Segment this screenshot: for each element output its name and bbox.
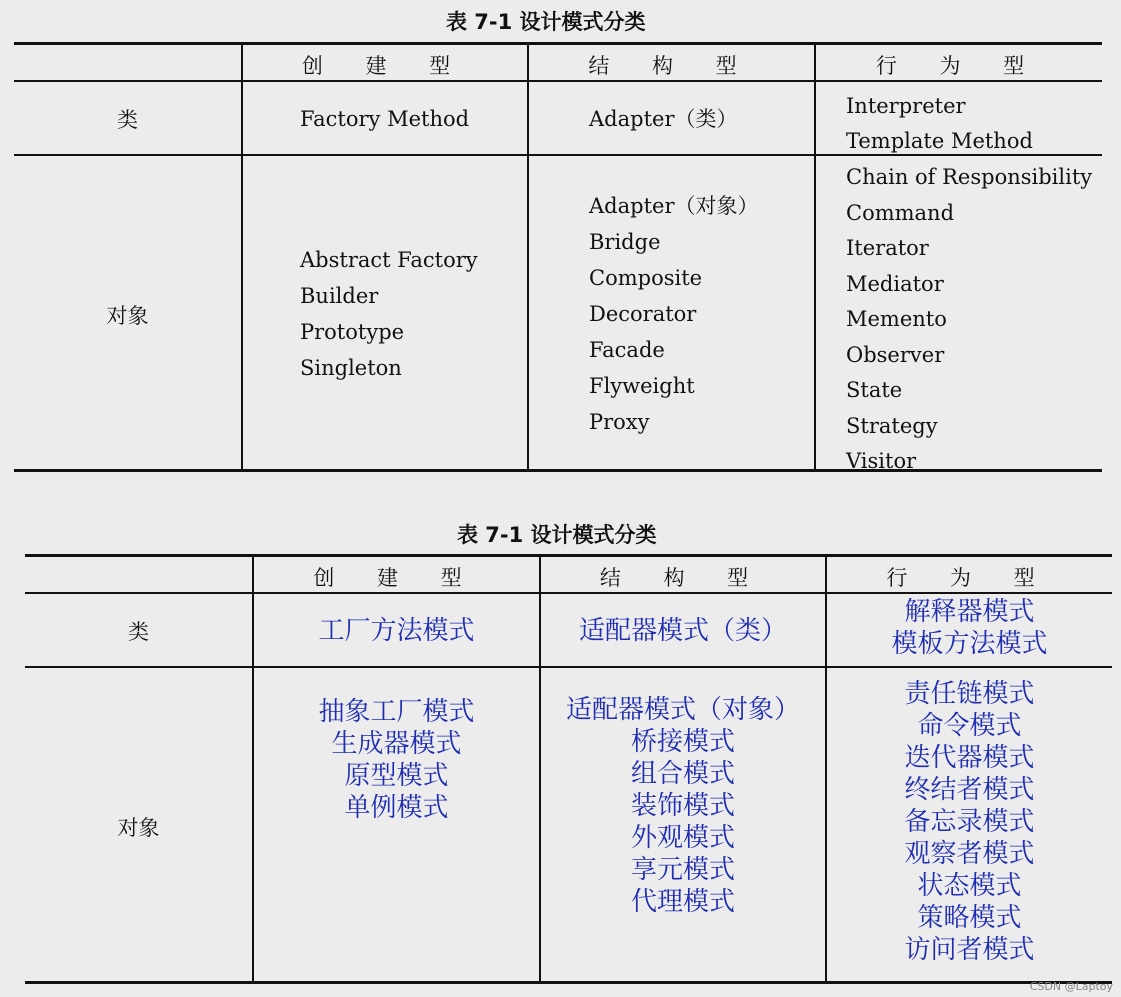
cell-object-creational: [300, 242, 478, 386]
pattern-name: Observer: [846, 342, 945, 367]
cell-class-structural: [541, 615, 825, 647]
watermark: CSDN @Laptoy: [1029, 980, 1113, 993]
row-label-object: 对象: [117, 816, 160, 840]
pattern-name: Prototype: [300, 320, 405, 344]
pattern-name: Singleton: [300, 356, 402, 380]
row-label-class: 类: [128, 620, 149, 644]
pattern-name: 抽象工厂模式: [318, 697, 475, 727]
pattern-name: 解释器模式: [904, 597, 1035, 627]
pattern-name: 观察者模式: [904, 839, 1035, 869]
pattern-name: 访问者模式: [904, 935, 1035, 965]
cell-object-creational: [254, 696, 539, 824]
pattern-name: 命令模式: [917, 711, 1022, 741]
cell-object-structural: [541, 694, 825, 918]
pattern-name: 单例模式: [344, 793, 449, 823]
column-divider: [814, 44, 816, 471]
pattern-name: Strategy: [846, 413, 938, 438]
table-caption: 表 7-1 设计模式分类: [457, 523, 657, 547]
pattern-name: Facade: [589, 338, 665, 362]
pattern-name: 适配器模式（类）: [578, 616, 787, 646]
pattern-name: Iterator: [846, 236, 929, 260]
table-bottom-rule: [25, 981, 1112, 984]
pattern-name: Memento: [846, 307, 947, 331]
pattern-name: Proxy: [589, 410, 650, 434]
cell-class-behavioral: [846, 89, 1033, 159]
pattern-name: 代理模式: [630, 887, 735, 917]
pattern-name: 原型模式: [344, 761, 449, 791]
pattern-name: Abstract Factory: [300, 248, 478, 272]
pattern-name: Chain of Responsibility: [846, 165, 1093, 189]
header-creational: 创 建 型: [301, 54, 469, 78]
pattern-name: 备忘录模式: [904, 807, 1035, 837]
pattern-name: 工厂方法模式: [318, 616, 475, 646]
cell-class-creational: [300, 106, 469, 132]
pattern-name: Mediator: [846, 271, 944, 296]
header-behavioral: 行 为 型: [886, 566, 1053, 590]
row-label-class: 类: [117, 108, 138, 132]
pattern-name: Composite: [589, 266, 703, 290]
cell-object-structural: [589, 188, 758, 440]
pattern-name: State: [846, 378, 903, 402]
row-label-object: 对象: [106, 304, 149, 328]
pattern-name: 状态模式: [917, 871, 1022, 901]
pattern-name: 适配器模式（对象）: [565, 695, 800, 725]
column-divider: [527, 44, 529, 471]
pattern-name: Command: [846, 200, 955, 225]
pattern-name: Factory Method: [300, 107, 470, 131]
header-creational: 创 建 型: [313, 566, 480, 590]
cell-class-creational: [254, 615, 539, 647]
pattern-name: 外观模式: [630, 823, 735, 853]
pattern-name: Adapter（类）: [589, 107, 738, 131]
pattern-name: 迭代器模式: [904, 743, 1035, 773]
header-structural: 结 构 型: [599, 566, 767, 590]
cell-class-structural: [589, 106, 737, 132]
cell-class-behavioral: [827, 596, 1112, 660]
pattern-name: Decorator: [589, 302, 697, 326]
pattern-name: 模板方法模式: [891, 629, 1048, 659]
pattern-name: 享元模式: [630, 855, 735, 885]
pattern-name: Builder: [300, 284, 379, 308]
table-top-rule: [14, 42, 1102, 45]
pattern-name: 终结者模式: [904, 775, 1035, 805]
cell-object-behavioral: [846, 160, 1092, 480]
pattern-name: Adapter（对象）: [589, 194, 759, 218]
pattern-name: 策略模式: [917, 903, 1022, 933]
pattern-name: Bridge: [589, 230, 661, 254]
pattern-name: 生成器模式: [331, 729, 462, 759]
table-caption: 表 7-1 设计模式分类: [446, 10, 646, 34]
pattern-name: Flyweight: [589, 374, 695, 398]
row-rule: [25, 666, 1112, 668]
pattern-name: Visitor: [846, 449, 917, 473]
header-structural: 结 构 型: [588, 54, 755, 78]
pattern-name: Template Method: [846, 129, 1033, 153]
cell-object-behavioral: [827, 678, 1112, 966]
pattern-name: 装饰模式: [630, 791, 735, 821]
header-rule: [14, 80, 1102, 82]
header-behavioral: 行 为 型: [875, 54, 1043, 78]
pattern-name: 桥接模式: [630, 727, 735, 757]
column-divider: [241, 44, 243, 471]
pattern-name: 组合模式: [630, 759, 735, 789]
table-top-rule: [25, 554, 1112, 557]
header-rule: [25, 592, 1112, 594]
pattern-name: Interpreter: [846, 94, 966, 118]
pattern-name: 责任链模式: [904, 679, 1035, 709]
